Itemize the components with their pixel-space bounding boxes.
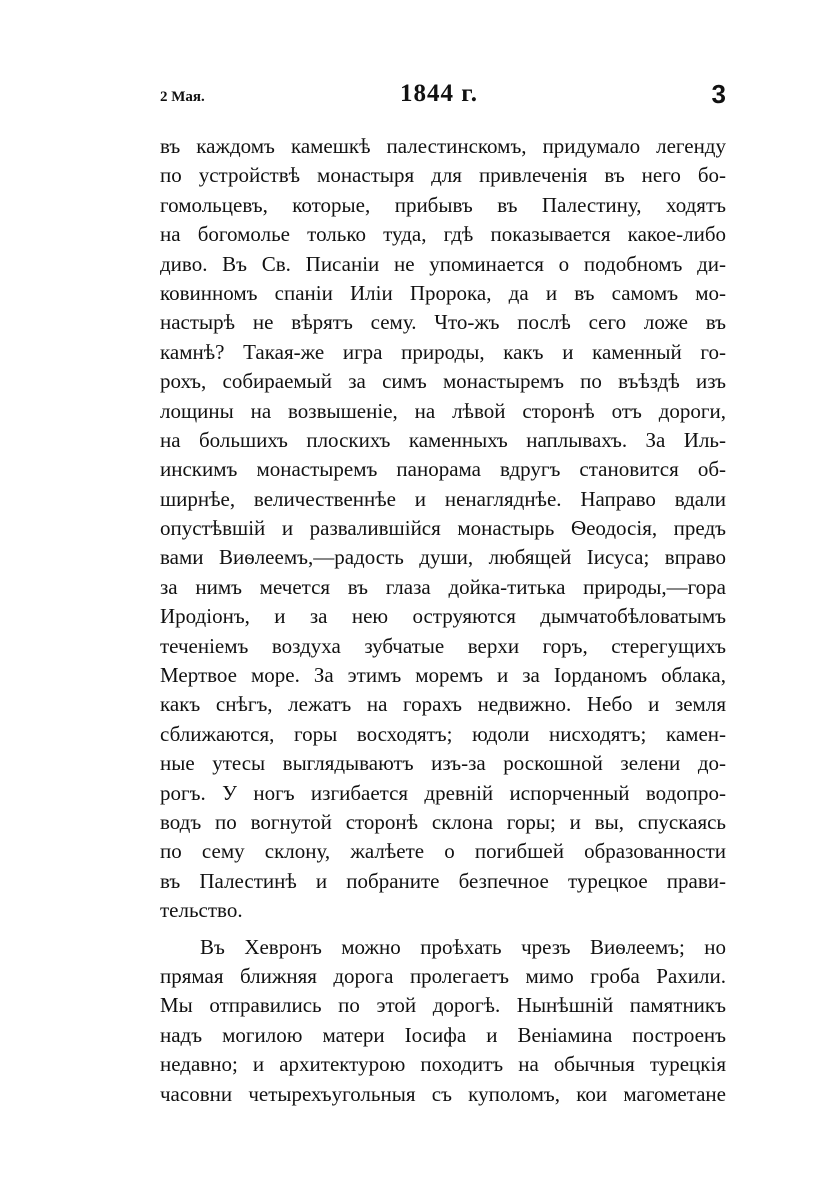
text-line: вами Виѳлеемъ,—радость души, любящей Іисуса; вправо: [160, 545, 726, 570]
text-line: настырѣ не вѣрятъ сему. Что-жъ послѣ сего ложе въ: [160, 310, 726, 335]
text-line: сближаются, горы восходятъ; юдоли нисходятъ; камен-: [160, 721, 726, 746]
header-year: 1844 г.: [400, 80, 479, 107]
text-line: водъ по вогнутой сторонѣ склона горы; и вы, спускаясь: [160, 809, 726, 834]
text-line: Иродіонъ, и за нею оструяются дымчатобѣловатымъ: [160, 604, 726, 629]
text-line: теченіемъ воздуха зубчатые верхи горъ, стерегущихъ: [160, 633, 726, 658]
text-line: на богомолье только туда, гдѣ показывается какое-либо: [160, 222, 726, 247]
text-line: ные утесы выглядываютъ изъ-за роскошной зелени до-: [160, 751, 726, 776]
text-line: какъ снѣгъ, лежатъ на горахъ недвижно. Небо и земля: [160, 692, 726, 717]
paragraph-1: [160, 132, 726, 926]
text-line: за нимъ мечется въ глаза дойка-титька природы,—гора: [160, 574, 726, 599]
text-line: надъ могилою матери Іосифа и Веніамина построенъ: [160, 1022, 726, 1047]
text-line: прямая ближняя дорога пролегаетъ мимо гроба Рахили.: [160, 963, 726, 988]
text-line: тельство.: [160, 898, 243, 923]
text-line: ковинномъ спаніи Иліи Пророка, да и въ самомъ мо-: [160, 280, 726, 305]
text-line: на большихъ плоскихъ каменныхъ наплывахъ. За Иль-: [160, 427, 726, 452]
text-line: по сему склону, жалѣете о погибшей образованности: [160, 839, 726, 864]
text-line: инскимъ монастыремъ панорама вдругъ становится об-: [160, 457, 726, 482]
page-number: 3: [711, 79, 726, 109]
text-line: въ Палестинѣ и побраните безпечное турецкое прави-: [160, 868, 726, 893]
paragraph-2: [160, 933, 726, 1109]
text-line: въ каждомъ камешкѣ палестинскомъ, придумало легенду: [160, 134, 726, 158]
text-line: Мертвое море. За этимъ моремъ и за Іорданомъ облака,: [160, 663, 726, 688]
text-line: лощины на возвышеніе, на лѣвой сторонѣ отъ дороги,: [160, 398, 726, 423]
text-line: рохъ, собираемый за симъ монастыремъ по въѣздѣ изъ: [160, 369, 726, 394]
text-line: диво. Въ Св. Писаніи не упоминается о подобномъ ди-: [160, 251, 726, 276]
text-line: опустѣвшій и развалившійся монастырь Ѳеодосія, предъ: [160, 516, 726, 541]
page-header: [160, 80, 726, 110]
header-date: 2 Мая.: [160, 89, 205, 105]
text-line: по устройствѣ монастыря для привлеченія въ него бо-: [160, 163, 726, 188]
text-line: Мы отправились по этой дорогѣ. Нынѣшній памятникъ: [160, 993, 726, 1018]
text-line: недавно; и архитектурою походитъ на обычныя турецкія: [160, 1052, 726, 1077]
text-line: гомольцевъ, которые, прибывъ въ Палестину, ходятъ: [160, 192, 726, 217]
text-line: Въ Хевронъ можно проѣхать чрезъ Виѳлеемъ; но: [200, 934, 726, 959]
body-text: [160, 132, 726, 1109]
text-line: камнѣ? Такая-же игра природы, какъ и каменный го-: [160, 339, 726, 364]
text-line: рогъ. У ногъ изгибается древній испорченный водопро-: [160, 780, 726, 805]
text-line: ширнѣе, величественнѣе и ненагляднѣе. Направо вдали: [160, 486, 726, 511]
text-line: часовни четырехъугольныя съ куполомъ, кои магометане: [160, 1081, 726, 1106]
